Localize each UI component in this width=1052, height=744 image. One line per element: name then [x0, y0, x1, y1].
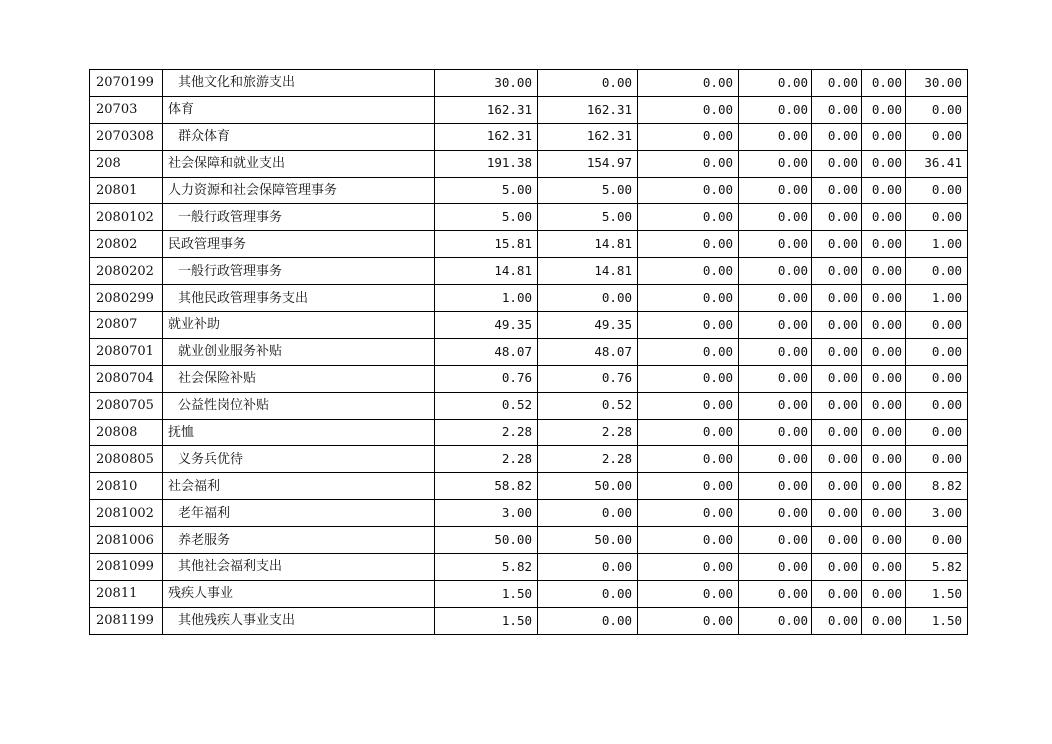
amount-cell: 30.00: [906, 70, 968, 97]
amount-cell: 15.81: [435, 231, 538, 258]
amount-cell: 2.28: [435, 446, 538, 473]
account-code-cell: 20808: [90, 419, 163, 446]
amount-cell: 0.00: [812, 527, 862, 554]
amount-cell: 0.00: [638, 580, 739, 607]
amount-cell: 0.00: [638, 419, 739, 446]
table-row: [90, 338, 968, 365]
table-row: [90, 446, 968, 473]
amount-cell: 0.52: [538, 392, 638, 419]
amount-cell: 0.00: [812, 177, 862, 204]
account-code-cell: 2080202: [90, 258, 163, 285]
amount-cell: 0.00: [812, 204, 862, 231]
table-row: [90, 554, 968, 581]
amount-cell: 0.00: [739, 177, 812, 204]
amount-cell: 0.00: [739, 500, 812, 527]
table-row: [90, 70, 968, 97]
amount-cell: 5.82: [906, 554, 968, 581]
amount-cell: 0.00: [739, 150, 812, 177]
amount-cell: 0.00: [638, 473, 739, 500]
amount-cell: 49.35: [538, 312, 638, 339]
amount-cell: 0.00: [812, 258, 862, 285]
table-row: [90, 123, 968, 150]
amount-cell: 0.00: [862, 580, 906, 607]
amount-cell: 0.00: [638, 527, 739, 554]
amount-cell: 0.00: [862, 500, 906, 527]
table-row: [90, 285, 968, 312]
amount-cell: 0.00: [638, 231, 739, 258]
table-row: [90, 258, 968, 285]
table-row: [90, 177, 968, 204]
amount-cell: 36.41: [906, 150, 968, 177]
amount-cell: 0.00: [906, 96, 968, 123]
amount-cell: 0.00: [739, 607, 812, 634]
account-name-cell: 民政管理事务: [163, 231, 435, 258]
amount-cell: 0.00: [812, 312, 862, 339]
amount-cell: 0.00: [812, 123, 862, 150]
amount-cell: 0.00: [538, 607, 638, 634]
table-row: [90, 473, 968, 500]
amount-cell: 0.00: [862, 204, 906, 231]
amount-cell: 1.00: [906, 285, 968, 312]
amount-cell: 0.00: [638, 312, 739, 339]
amount-cell: 14.81: [538, 231, 638, 258]
amount-cell: 0.00: [638, 150, 739, 177]
amount-cell: 162.31: [538, 123, 638, 150]
table-row: [90, 392, 968, 419]
amount-cell: 0.00: [812, 285, 862, 312]
amount-cell: 48.07: [435, 338, 538, 365]
amount-cell: 2.28: [435, 419, 538, 446]
amount-cell: 0.00: [638, 177, 739, 204]
amount-cell: 14.81: [538, 258, 638, 285]
amount-cell: 0.00: [906, 527, 968, 554]
amount-cell: 5.00: [435, 204, 538, 231]
amount-cell: 0.00: [638, 446, 739, 473]
amount-cell: 0.00: [862, 338, 906, 365]
amount-cell: 0.00: [638, 96, 739, 123]
amount-cell: 0.00: [739, 554, 812, 581]
amount-cell: 1.50: [906, 607, 968, 634]
account-name-cell: 残疾人事业: [163, 580, 435, 607]
amount-cell: 5.00: [435, 177, 538, 204]
amount-cell: 3.00: [906, 500, 968, 527]
amount-cell: 0.00: [638, 70, 739, 97]
account-name-cell: 一般行政管理事务: [163, 204, 435, 231]
amount-cell: 2.28: [538, 446, 638, 473]
amount-cell: 0.00: [739, 96, 812, 123]
account-code-cell: 2080102: [90, 204, 163, 231]
amount-cell: 0.00: [739, 419, 812, 446]
account-name-cell: 公益性岗位补贴: [163, 392, 435, 419]
amount-cell: 0.00: [812, 446, 862, 473]
amount-cell: 0.00: [638, 392, 739, 419]
amount-cell: 1.50: [435, 580, 538, 607]
amount-cell: 0.00: [862, 419, 906, 446]
amount-cell: 0.00: [739, 70, 812, 97]
amount-cell: 0.00: [862, 150, 906, 177]
table-body: [90, 70, 968, 635]
amount-cell: 0.00: [862, 554, 906, 581]
account-code-cell: 2081006: [90, 527, 163, 554]
amount-cell: 0.00: [739, 204, 812, 231]
amount-cell: 0.00: [812, 473, 862, 500]
amount-cell: 0.00: [812, 338, 862, 365]
table-row: [90, 312, 968, 339]
account-name-cell: 体育: [163, 96, 435, 123]
amount-cell: 162.31: [435, 123, 538, 150]
amount-cell: 0.00: [906, 392, 968, 419]
amount-cell: 0.00: [906, 204, 968, 231]
table-row: [90, 500, 968, 527]
amount-cell: 154.97: [538, 150, 638, 177]
amount-cell: 0.00: [739, 338, 812, 365]
expenditure-table: [89, 69, 968, 635]
amount-cell: 0.00: [862, 258, 906, 285]
amount-cell: 0.00: [538, 285, 638, 312]
table-row: [90, 365, 968, 392]
amount-cell: 0.00: [906, 177, 968, 204]
account-name-cell: 其他社会福利支出: [163, 554, 435, 581]
amount-cell: 0.00: [812, 554, 862, 581]
amount-cell: 0.00: [739, 285, 812, 312]
account-name-cell: 社会福利: [163, 473, 435, 500]
table-row: [90, 96, 968, 123]
amount-cell: 0.00: [638, 338, 739, 365]
account-name-cell: 抚恤: [163, 419, 435, 446]
account-name-cell: 群众体育: [163, 123, 435, 150]
amount-cell: 0.00: [538, 580, 638, 607]
amount-cell: 0.00: [638, 365, 739, 392]
amount-cell: 0.00: [739, 392, 812, 419]
amount-cell: 0.00: [812, 392, 862, 419]
account-name-cell: 养老服务: [163, 527, 435, 554]
amount-cell: 0.00: [812, 607, 862, 634]
account-name-cell: 人力资源和社会保障管理事务: [163, 177, 435, 204]
amount-cell: 30.00: [435, 70, 538, 97]
amount-cell: 58.82: [435, 473, 538, 500]
amount-cell: 0.00: [862, 285, 906, 312]
amount-cell: 50.00: [538, 527, 638, 554]
amount-cell: 0.76: [435, 365, 538, 392]
amount-cell: 0.00: [862, 123, 906, 150]
account-name-cell: 其他文化和旅游支出: [163, 70, 435, 97]
amount-cell: 0.00: [638, 204, 739, 231]
amount-cell: 0.00: [638, 258, 739, 285]
amount-cell: 0.00: [739, 473, 812, 500]
amount-cell: 0.00: [812, 70, 862, 97]
amount-cell: 0.00: [862, 231, 906, 258]
account-code-cell: 20811: [90, 580, 163, 607]
table-row: [90, 231, 968, 258]
amount-cell: 48.07: [538, 338, 638, 365]
amount-cell: 0.00: [739, 365, 812, 392]
account-name-cell: 社会保障和就业支出: [163, 150, 435, 177]
amount-cell: 50.00: [538, 473, 638, 500]
account-code-cell: 208: [90, 150, 163, 177]
account-code-cell: 20801: [90, 177, 163, 204]
amount-cell: 5.82: [435, 554, 538, 581]
amount-cell: 0.00: [862, 96, 906, 123]
amount-cell: 1.00: [906, 231, 968, 258]
account-name-cell: 一般行政管理事务: [163, 258, 435, 285]
amount-cell: 8.82: [906, 473, 968, 500]
table-row: [90, 150, 968, 177]
account-code-cell: 20703: [90, 96, 163, 123]
amount-cell: 0.00: [739, 446, 812, 473]
account-code-cell: 2070199: [90, 70, 163, 97]
amount-cell: 0.00: [538, 554, 638, 581]
amount-cell: 0.00: [812, 500, 862, 527]
account-code-cell: 20802: [90, 231, 163, 258]
amount-cell: 0.00: [638, 285, 739, 312]
amount-cell: 0.00: [906, 446, 968, 473]
table-row: [90, 419, 968, 446]
amount-cell: 0.00: [638, 123, 739, 150]
amount-cell: 0.00: [906, 258, 968, 285]
amount-cell: 0.00: [812, 231, 862, 258]
amount-cell: 0.00: [906, 312, 968, 339]
amount-cell: 0.00: [862, 446, 906, 473]
account-name-cell: 老年福利: [163, 500, 435, 527]
account-code-cell: 2080701: [90, 338, 163, 365]
account-code-cell: 2080299: [90, 285, 163, 312]
amount-cell: 0.00: [812, 580, 862, 607]
table-row: [90, 580, 968, 607]
account-code-cell: 2070308: [90, 123, 163, 150]
amount-cell: 1.50: [435, 607, 538, 634]
amount-cell: 1.00: [435, 285, 538, 312]
amount-cell: 50.00: [435, 527, 538, 554]
amount-cell: 5.00: [538, 204, 638, 231]
account-code-cell: 2080704: [90, 365, 163, 392]
amount-cell: 0.00: [812, 96, 862, 123]
amount-cell: 0.00: [906, 123, 968, 150]
account-code-cell: 20807: [90, 312, 163, 339]
amount-cell: 0.00: [906, 338, 968, 365]
table-row: [90, 607, 968, 634]
amount-cell: 49.35: [435, 312, 538, 339]
amount-cell: 0.00: [862, 473, 906, 500]
amount-cell: 0.00: [538, 500, 638, 527]
amount-cell: 0.00: [638, 554, 739, 581]
account-name-cell: 其他民政管理事务支出: [163, 285, 435, 312]
amount-cell: 5.00: [538, 177, 638, 204]
amount-cell: 0.00: [862, 177, 906, 204]
amount-cell: 0.00: [906, 365, 968, 392]
amount-cell: 0.00: [538, 70, 638, 97]
amount-cell: 3.00: [435, 500, 538, 527]
account-code-cell: 2080805: [90, 446, 163, 473]
amount-cell: 0.76: [538, 365, 638, 392]
amount-cell: 2.28: [538, 419, 638, 446]
amount-cell: 191.38: [435, 150, 538, 177]
account-code-cell: 2081002: [90, 500, 163, 527]
amount-cell: 162.31: [538, 96, 638, 123]
table-row: [90, 527, 968, 554]
account-name-cell: 就业补助: [163, 312, 435, 339]
amount-cell: 0.00: [906, 419, 968, 446]
amount-cell: 0.00: [638, 607, 739, 634]
table-row: [90, 204, 968, 231]
account-name-cell: 其他残疾人事业支出: [163, 607, 435, 634]
amount-cell: 0.00: [812, 419, 862, 446]
amount-cell: 0.00: [812, 365, 862, 392]
amount-cell: 0.00: [862, 365, 906, 392]
amount-cell: 14.81: [435, 258, 538, 285]
account-name-cell: 义务兵优待: [163, 446, 435, 473]
amount-cell: 0.00: [862, 70, 906, 97]
amount-cell: 0.52: [435, 392, 538, 419]
amount-cell: 0.00: [739, 312, 812, 339]
account-code-cell: 2080705: [90, 392, 163, 419]
amount-cell: 162.31: [435, 96, 538, 123]
amount-cell: 0.00: [862, 527, 906, 554]
amount-cell: 0.00: [862, 312, 906, 339]
amount-cell: 1.50: [906, 580, 968, 607]
amount-cell: 0.00: [638, 500, 739, 527]
account-name-cell: 社会保险补贴: [163, 365, 435, 392]
amount-cell: 0.00: [739, 527, 812, 554]
amount-cell: 0.00: [739, 231, 812, 258]
amount-cell: 0.00: [739, 123, 812, 150]
account-code-cell: 20810: [90, 473, 163, 500]
amount-cell: 0.00: [862, 607, 906, 634]
amount-cell: 0.00: [739, 258, 812, 285]
account-code-cell: 2081099: [90, 554, 163, 581]
amount-cell: 0.00: [812, 150, 862, 177]
amount-cell: 0.00: [862, 392, 906, 419]
account-code-cell: 2081199: [90, 607, 163, 634]
amount-cell: 0.00: [739, 580, 812, 607]
account-name-cell: 就业创业服务补贴: [163, 338, 435, 365]
